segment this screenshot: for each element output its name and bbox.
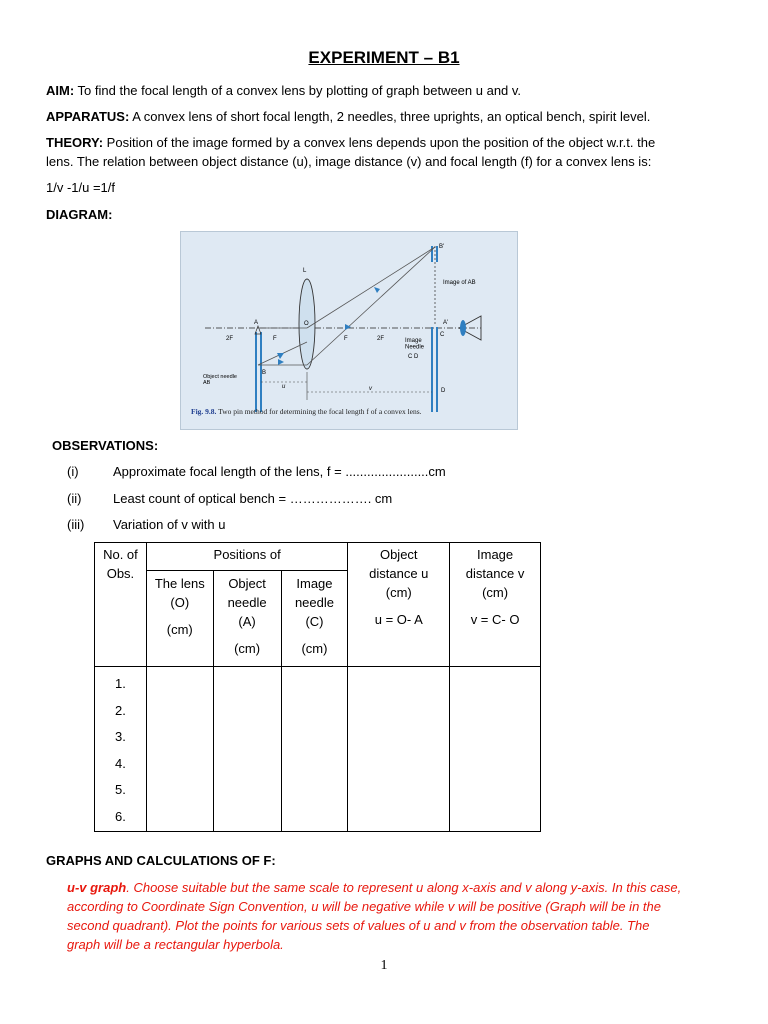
obs-num-2: (ii) [67,491,82,506]
obs-num-1: (i) [67,464,79,479]
uv-graph-label: u-v graph [67,880,127,895]
label-cd: C D [408,354,419,360]
obs-text-1: Approximate focal length of the lens, f = .......................cm [113,464,446,479]
figure-number: Fig. 9.8. [191,407,217,416]
label-b-prime: B' [439,244,445,250]
obs-text-2: Least count of optical bench = ………………. cm [113,491,393,506]
observations-label: OBSERVATIONS: [52,438,159,453]
apparatus-line [46,107,726,126]
cell-object-distance [348,667,450,832]
label-image-needle: Image Needle [405,338,425,351]
aim-label: AIM: [46,83,75,98]
row-numbers [95,667,147,832]
obs-num-3: (iii) [67,517,85,532]
graphs-text-line-3: second quadrant). Plot the points for various sets of values of u and v from the observation table. The [67,918,650,933]
page-number: 1 [380,958,388,973]
theory-formula: 1/v -1/u =1/f [46,180,116,195]
figure-caption: Two pin method for determining the focal length f of a convex lens. [216,407,422,416]
label-object-needle: Object needle AB [203,374,237,387]
header-positions-of: Positions of [146,543,348,571]
table-row: 4. [115,755,126,771]
apparatus-label: APPARATUS: [46,109,130,124]
label-2f-left: 2F [226,336,234,342]
label-f-right: F [344,336,348,342]
theory-label: THEORY: [46,135,104,150]
cell-lens [146,667,213,832]
observation-table [94,542,541,832]
header-image-distance: Image distance v (cm) v = C- O [450,543,541,667]
table-row: 1. [115,676,126,691]
label-d: D [441,388,446,394]
table-row: 5. [115,782,126,797]
cell-image-distance [450,667,541,832]
label-a: A [254,320,259,326]
diagram-label: DIAGRAM: [46,207,113,222]
graphs-text-line-2: according to Coordinate Sign Convention, u will be negative while v will be positive (Graph will be in the [67,899,661,914]
label-a-prime: A' [443,320,449,326]
label-c: C [440,332,445,338]
theory-line-1 [46,133,726,152]
header-object-distance: Object distance u (cm) u = O- A [348,543,450,667]
label-l: L [303,268,307,274]
label-u: u [282,384,286,390]
label-2f-right: 2F [377,336,385,342]
label-v: v [369,386,372,392]
graphs-text-line-1: u-v graph. Choose suitable but the same scale to represent u along x-axis and v along y-axis. In this case, [67,880,682,895]
aim-text: To find the focal length of a convex lens by plotting of graph between u and v. [74,83,522,98]
table-row: 6. [115,808,126,824]
svg-text:Fig. 9.8. Two pin method for d [191,407,422,416]
label-image-of-ab: Image of AB [443,280,476,286]
theory-line-2: lens. The relation between object distance (u), image distance (v) and focal length (f) for a convex lens is: [46,154,652,169]
lens-diagram [180,231,518,430]
cell-object-needle [213,667,281,832]
graphs-label: GRAPHS AND CALCULATIONS OF F: [46,853,276,868]
theory-text-1: Position of the image formed by a convex lens depends upon the position of the object w.r.t. the [103,135,656,150]
header-image-needle: Image needle (C) (cm) [281,571,348,667]
label-b: B [262,370,267,376]
header-no-of-obs: No. of Obs. [95,543,147,667]
table-row: 2. [115,702,126,718]
obs-text-3: Variation of v with u [113,517,226,532]
apparatus-text: A convex lens of short focal length, 2 needles, three uprights, an optical bench, spirit level. [129,109,651,124]
label-f-left: F [273,336,277,342]
label-o: O [304,321,309,327]
page-title: EXPERIMENT – B1 [308,48,460,67]
header-object-needle: Object needle (A) (cm) [213,571,281,667]
table-row: 3. [115,729,126,744]
aim-line [46,81,726,100]
graphs-text-line-4: graph will be a rectangular hyperbola. [67,937,284,952]
header-lens: The lens (O) (cm) [146,571,213,667]
cell-image-needle [281,667,348,832]
